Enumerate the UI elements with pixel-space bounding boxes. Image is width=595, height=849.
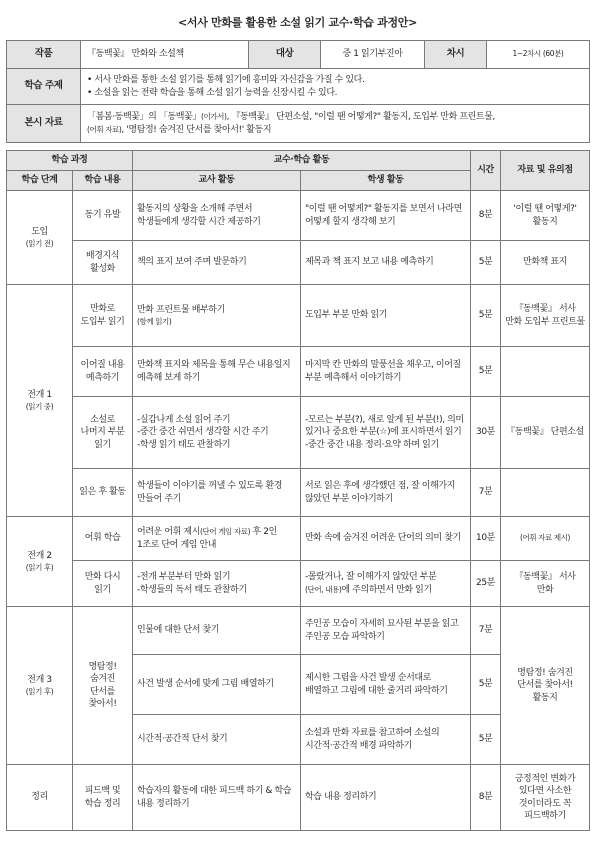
time-cell: 5분 xyxy=(471,241,501,285)
goal-line: • 서사 만화를 통한 소설 읽기를 통해 읽기에 흥미와 자신감을 가질 수 있다. xyxy=(87,75,365,86)
teacher-text: 만화 프린트물 배부하기 xyxy=(137,305,225,316)
goal-text xyxy=(81,69,590,105)
time-cell: 5분 xyxy=(471,715,501,765)
time-cell: 25분 xyxy=(471,561,501,607)
header-student: 학생 활동 xyxy=(301,171,471,191)
student-text: -몰랐거나, 잘 이해가지 않았던 부분 xyxy=(305,572,437,583)
table-row xyxy=(7,765,590,831)
phase-name: 도입 xyxy=(31,227,48,238)
teacher-cell xyxy=(133,397,301,469)
phase-name: 전개 3 xyxy=(27,675,52,686)
materials-line-1 xyxy=(87,111,583,123)
notes-cell: 『동백꽃』 서사 만화 도입부 프린트물 xyxy=(501,285,590,347)
time-cell: 8분 xyxy=(471,191,501,241)
student-line: -모르는 부분(?), 새로 알게 된 부분(!), 의미 있거나 중요한 부분(☆)에 표시하면서 읽기 xyxy=(305,415,464,438)
student-text-small: (단어, 내용) xyxy=(305,584,342,594)
time-cell: 5분 xyxy=(471,655,501,715)
phase-sub: (읽기 후) xyxy=(25,686,54,696)
content-cell: 배경지식 활성화 xyxy=(73,241,133,285)
lesson-process-table xyxy=(6,150,590,831)
teacher-line: -전개 부분부터 만화 읽기 xyxy=(137,572,231,583)
work-label: 작품 xyxy=(7,41,81,69)
time-cell: 30분 xyxy=(471,397,501,469)
table-row xyxy=(7,469,590,517)
teacher-cell: 활동지의 상황을 소개해 주면서 학생들에게 생각할 시간 제공하기 xyxy=(133,191,301,241)
student-cell: "이럴 땐 어떻게?" 활동지를 보면서 나라면 어떻게 할지 생각해 보기 xyxy=(301,191,471,241)
teacher-line: -학생들의 독서 태도 관찰하기 xyxy=(137,584,247,595)
teacher-cell: 책의 표지 보여 주며 발문하기 xyxy=(133,241,301,285)
table-row xyxy=(7,347,590,397)
content-cell: 만화로 도입부 읽기 xyxy=(73,285,133,347)
phase-intro xyxy=(7,191,73,285)
target-value: 중 1 읽기부진아 xyxy=(321,41,425,69)
goal-label: 학습 주제 xyxy=(7,69,81,105)
page-title: <서사 만화를 활용한 소설 읽기 교수·학습 과정안> xyxy=(177,16,418,29)
student-cell xyxy=(301,561,471,607)
time-cell: 7분 xyxy=(471,469,501,517)
table-row xyxy=(7,191,590,241)
teacher-text: 어려운 어휘 제시 xyxy=(137,527,200,538)
materials-part-small: (이가서) xyxy=(200,112,227,122)
notes-cell: '이럴 땐 어떻게?' 활동지 xyxy=(501,191,590,241)
teacher-text-small: (단어 게임 자료) xyxy=(200,527,251,537)
time-cell: 5분 xyxy=(471,347,501,397)
work-value: 『동백꽃』 만화와 소설책 xyxy=(81,41,249,69)
table-row xyxy=(7,397,590,469)
phase-sub: (읽기 전) xyxy=(25,238,54,248)
time-cell: 8분 xyxy=(471,765,501,831)
notes-cell xyxy=(501,347,590,397)
teacher-text: 후 2인 1조로 단어 게임 안내 xyxy=(137,527,277,550)
time-cell: 5분 xyxy=(471,285,501,347)
student-cell: 주인공 모습이 자세히 묘사된 부분을 읽고 주인공 모습 파악하기 xyxy=(301,607,471,655)
content-cell: 읽은 후 활동 xyxy=(73,469,133,517)
content-cell: 명탐정! 숨겨진 단서를 찾아서! xyxy=(73,607,133,765)
teacher-cell: 학생들이 이야기를 꺼낼 수 있도록 환경 만들어 주기 xyxy=(133,469,301,517)
teacher-cell: 만화책 표지와 제목을 통해 무슨 내용일지 예측해 보게 하기 xyxy=(133,347,301,397)
notes-cell: 『동백꽃』 단편소설 xyxy=(501,397,590,469)
header-notes: 자료 및 유의점 xyxy=(501,151,590,191)
notes-cell: 만화책 표지 xyxy=(501,241,590,285)
time-cell: 7분 xyxy=(471,607,501,655)
notes-cell: 『동백꽃』 서사 만화 xyxy=(501,561,590,607)
phase-name: 전개 1 xyxy=(27,390,52,401)
teacher-cell: 학습자의 활동에 대한 피드백 하기 & 학습 내용 정리하기 xyxy=(133,765,301,831)
materials-part: , 『동백꽃』 단편소설, "이럴 땐 어떻게?" 활동지, 도입부 만화 프린트물, xyxy=(226,112,495,123)
phase-sub: (읽기 중) xyxy=(25,401,54,411)
goal-line: • 소설을 읽는 전략 학습을 통해 소설 읽기 능력을 신장시킬 수 있다. xyxy=(87,87,338,98)
materials-line-2 xyxy=(87,124,583,136)
target-label: 대상 xyxy=(249,41,321,69)
header-stage: 학습 단계 xyxy=(7,171,73,191)
student-cell xyxy=(301,397,471,469)
content-cell: 피드백 및 학습 정리 xyxy=(73,765,133,831)
teacher-cell: 사건 발생 순서에 맞게 그림 배열하기 xyxy=(133,655,301,715)
table-row xyxy=(7,517,590,561)
teacher-cell xyxy=(133,561,301,607)
materials-text xyxy=(81,105,590,143)
notes-cell xyxy=(501,469,590,517)
phase-dev1 xyxy=(7,285,73,517)
table-row xyxy=(7,561,590,607)
notes-cell: 긍정적인 변화가 있다면 사소한 것이더라도 꼭 피드백하기 xyxy=(501,765,590,831)
content-cell: 소설로 나머지 부분 읽기 xyxy=(73,397,133,469)
notes-cell: 명탐정! 숨겨진 단서를 찾아서! 활동지 xyxy=(501,607,590,765)
phase-name: 전개 2 xyxy=(27,551,52,562)
materials-part-small: (어휘 자료) xyxy=(87,124,122,134)
header-process: 학습 과정 xyxy=(7,151,133,171)
student-cell: 제목과 책 표지 보고 내용 예측하기 xyxy=(301,241,471,285)
teacher-cell xyxy=(133,517,301,561)
phase-sub: (읽기 후) xyxy=(25,562,54,572)
info-table xyxy=(6,40,590,143)
teacher-cell: 시간적·공간적 단서 찾기 xyxy=(133,715,301,765)
teacher-cell xyxy=(133,285,301,347)
header-teacher: 교사 활동 xyxy=(133,171,301,191)
student-cell: 학습 내용 정리하기 xyxy=(301,765,471,831)
phase-wrap xyxy=(7,765,73,831)
student-cell: 서로 읽은 후에 생각했던 점, 잘 이해가지 않았던 부분 이야기하기 xyxy=(301,469,471,517)
student-cell: 만화 속에 숨겨진 어려운 단어의 의미 찾기 xyxy=(301,517,471,561)
time-cell: 10분 xyxy=(471,517,501,561)
student-cell: 도입부 부분 만화 읽기 xyxy=(301,285,471,347)
teacher-text-small: (함께 읽기) xyxy=(137,316,172,326)
content-cell: 만화 다시 읽기 xyxy=(73,561,133,607)
student-cell: 제시한 그림을 사건 발생 순서대로 배열하고 그림에 대한 줄거리 파악하기 xyxy=(301,655,471,715)
materials-part: , '명탐정! 숨겨진 단서를 찾아서!' 활동지 xyxy=(121,124,272,135)
content-cell: 동기 유발 xyxy=(73,191,133,241)
phase-name: 정리 xyxy=(31,792,48,803)
student-cell: 소설과 만화 자료를 참고하여 소설의 시간적·공간적 배경 파악하기 xyxy=(301,715,471,765)
phase-dev3 xyxy=(7,607,73,765)
table-row xyxy=(7,607,590,655)
table-row xyxy=(7,285,590,347)
session-label: 차시 xyxy=(425,41,487,69)
notes-cell: (어휘 자료 제시) xyxy=(501,517,590,561)
content-cell: 이어질 내용 예측하기 xyxy=(73,347,133,397)
materials-part: 「봄봄·동백꽃」의 「동백꽃」 xyxy=(87,112,201,123)
session-value: 1~2차시 (60분) xyxy=(487,41,590,69)
student-cell: 마지막 칸 만화의 말풍선을 채우고, 이어질 부분 예측해서 이야기하기 xyxy=(301,347,471,397)
student-text: 에 주의하면서 만화 읽기 xyxy=(341,584,432,595)
materials-label: 본시 자료 xyxy=(7,105,81,143)
teacher-line: -학생 읽기 태도 관찰하기 xyxy=(137,439,231,450)
content-cell: 어휘 학습 xyxy=(73,517,133,561)
header-content: 학습 내용 xyxy=(73,171,133,191)
teacher-line: -실감나게 소설 읽어 주기 xyxy=(137,415,231,426)
header-time: 시간 xyxy=(471,151,501,191)
phase-dev2 xyxy=(7,517,73,607)
student-line: -중간 중간 내용 정리·요약 하며 읽기 xyxy=(305,439,439,450)
teacher-cell: 인물에 대한 단서 찾기 xyxy=(133,607,301,655)
teacher-line: -중간 중간 쉬면서 생각할 시간 주기 xyxy=(137,427,269,438)
table-row xyxy=(7,241,590,285)
header-activity: 교수·학습 활동 xyxy=(133,151,471,171)
